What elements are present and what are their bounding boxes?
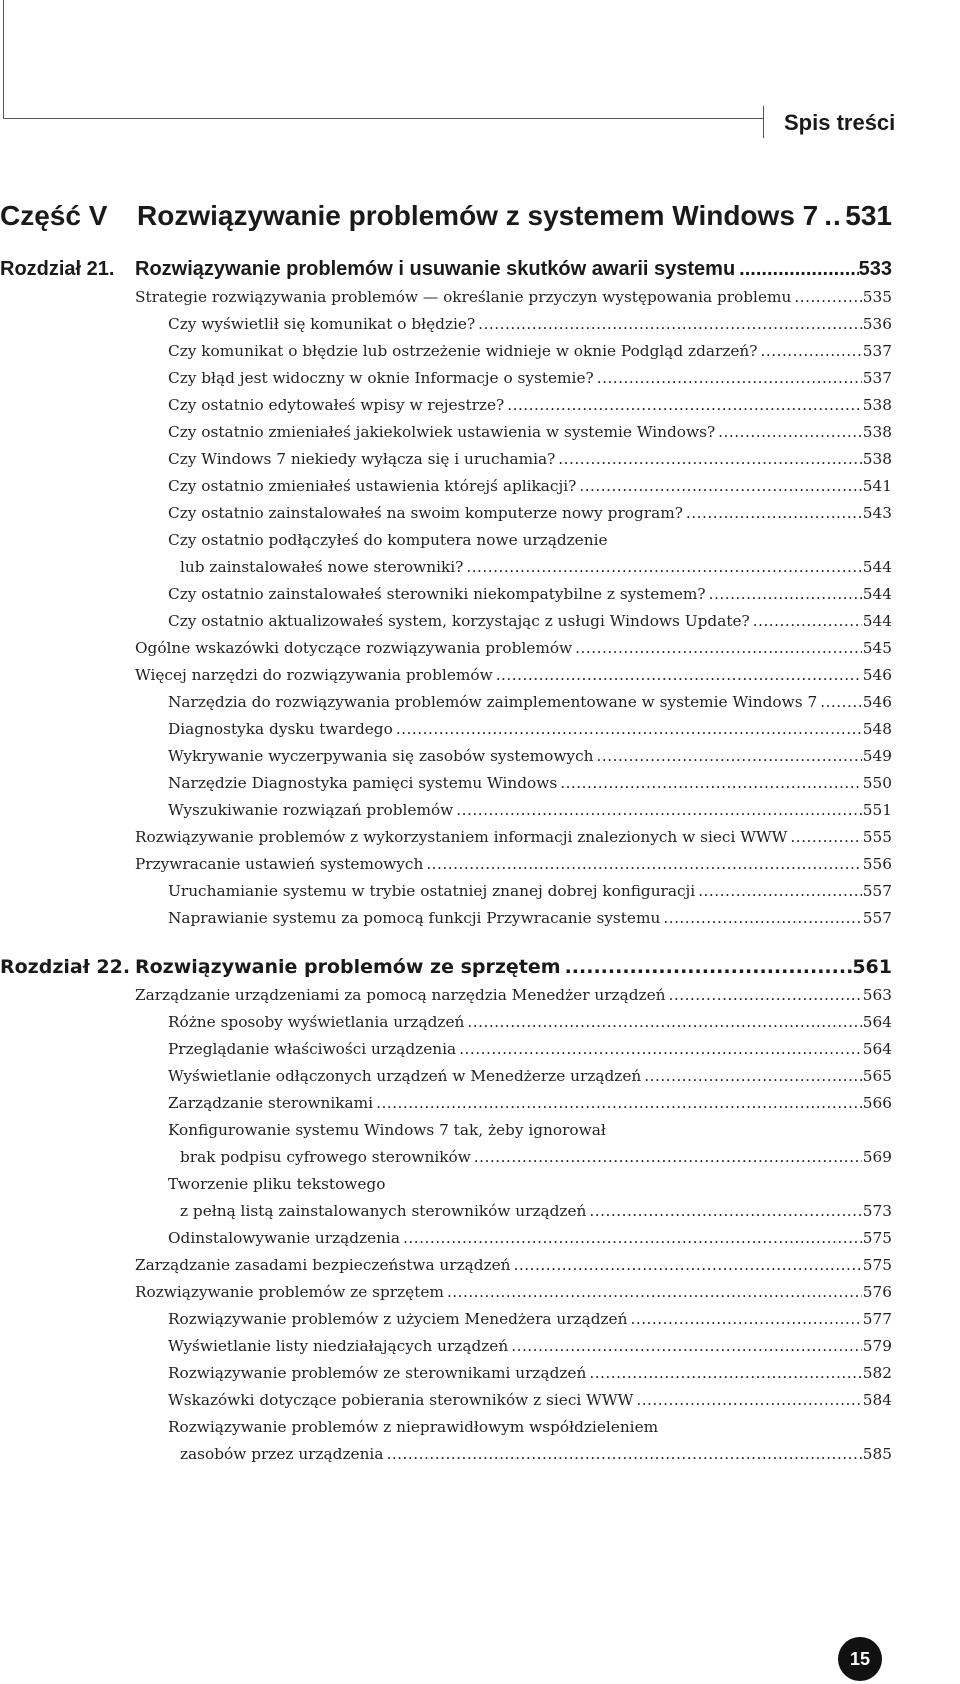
toc-entry-title: Czy Windows 7 niekiedy wyłącza się i uruchamia?	[168, 450, 556, 468]
leader-dots	[576, 477, 861, 495]
chapter-page: 561	[852, 956, 892, 978]
toc-entry-title: Rozwiązywanie problemów ze sprzętem	[135, 1283, 444, 1301]
toc-entry-page: 557	[862, 882, 892, 900]
toc-entry-title: Wykrywanie wyczerpywania się zasobów systemowych	[168, 747, 594, 765]
toc-entry[interactable]	[0, 1013, 892, 1040]
leader-dots	[471, 1148, 862, 1166]
toc-entry-page: 538	[862, 396, 892, 414]
toc-entry-title: Rozwiązywanie problemów z nieprawidłowym współdzieleniem	[168, 1418, 659, 1436]
toc-entry-title: Więcej narzędzi do rozwiązywania problemów	[135, 666, 493, 684]
leader-dots	[464, 1013, 861, 1031]
leader-dots	[456, 1040, 862, 1058]
leader-dots	[627, 1310, 861, 1328]
toc-entry[interactable]	[0, 855, 892, 882]
toc-entry-page: 544	[862, 612, 892, 630]
toc-entry[interactable]	[0, 801, 892, 828]
leader-dots	[423, 855, 861, 873]
toc-entry[interactable]	[0, 558, 892, 585]
chapter-page: 533	[858, 258, 892, 280]
toc-entry[interactable]	[0, 585, 892, 612]
toc-entry[interactable]	[0, 1418, 892, 1445]
toc-entry-page: 549	[862, 747, 892, 765]
leader-dots	[594, 369, 862, 387]
page-number-badge: 15	[838, 1637, 882, 1681]
toc-entry-title: Rozwiązywanie problemów z użyciem Menedżera urządzeń	[168, 1310, 628, 1328]
toc-entry[interactable]	[0, 315, 892, 342]
part-heading	[0, 200, 892, 232]
toc-entry-title: Czy ostatnio aktualizowałeś system, korzystając z usługi Windows Update?	[168, 612, 750, 630]
toc-entry[interactable]	[0, 1283, 892, 1310]
toc-entry[interactable]	[0, 1202, 892, 1229]
toc-entry[interactable]	[0, 639, 892, 666]
toc-entry-page: 566	[862, 1094, 892, 1112]
toc-entry-title: Czy wyświetlił się komunikat o błędzie?	[168, 315, 476, 333]
toc-entry-title: Narzędzia do rozwiązywania problemów zaimplementowane w systemie Windows 7	[168, 693, 818, 711]
page-frame-left	[3, 0, 4, 119]
toc-entry[interactable]	[0, 477, 892, 504]
toc-entry-page: 548	[862, 720, 892, 738]
leader-dots	[373, 1094, 862, 1112]
leader-dots	[817, 693, 862, 711]
toc-entry-title: Czy ostatnio zmieniałeś ustawienia którejś aplikacji?	[168, 477, 577, 495]
page-frame-rule	[3, 118, 763, 119]
leader-dots	[393, 720, 862, 738]
toc-entry-page: 550	[862, 774, 892, 792]
toc-entry[interactable]	[0, 774, 892, 801]
table-of-contents	[0, 258, 892, 1472]
leader-dots	[735, 258, 858, 281]
toc-entry-title: Narzędzie Diagnostyka pamięci systemu Windows	[168, 774, 558, 792]
toc-entry-page: 563	[862, 986, 892, 1004]
toc-entry-title: brak podpisu cyfrowego sterowników	[180, 1148, 471, 1166]
leader-dots	[504, 396, 862, 414]
chapter-heading[interactable]	[0, 258, 892, 288]
toc-entry[interactable]	[0, 288, 892, 315]
leader-dots	[493, 666, 862, 684]
running-head: Spis treści	[784, 110, 896, 135]
toc-entry[interactable]	[0, 909, 892, 936]
leader-dots	[557, 774, 862, 792]
toc-entry-page: 584	[862, 1391, 892, 1409]
toc-entry-title: Przywracanie ustawień systemowych	[135, 855, 424, 873]
toc-entry[interactable]	[0, 1229, 892, 1256]
toc-entry[interactable]	[0, 1067, 892, 1094]
toc-entry-title: Czy ostatnio edytowałeś wpisy w rejestrze?	[168, 396, 505, 414]
toc-entry[interactable]	[0, 747, 892, 774]
toc-entry-title: Wyświetlanie listy niedziałających urządzeń	[168, 1337, 509, 1355]
leader-dots	[695, 882, 862, 900]
leader-dots	[572, 639, 862, 657]
leader-dots	[660, 909, 861, 927]
toc-entry-title: Rozwiązywanie problemów ze sterownikami urządzeń	[168, 1364, 587, 1382]
toc-entry-title: z pełną listą zainstalowanych sterowników urządzeń	[180, 1202, 587, 1220]
leader-dots	[791, 288, 861, 306]
chapter-title: Rozwiązywanie problemów ze sprzętem	[135, 956, 561, 978]
toc-entry[interactable]	[0, 1337, 892, 1364]
leader-dots	[633, 1391, 861, 1409]
chapter-title: Rozwiązywanie problemów i usuwanie skutków awarii systemu	[135, 258, 736, 280]
toc-entry-page: 541	[862, 477, 892, 495]
toc-entry-title: Naprawianie systemu za pomocą funkcji Przywracanie systemu	[168, 909, 661, 927]
toc-entry-title: zasobów przez urządzenia	[180, 1445, 384, 1463]
toc-entry-title: Wyszukiwanie rozwiązań problemów	[168, 801, 454, 819]
leader-dots	[641, 1067, 862, 1085]
toc-entry[interactable]	[0, 1121, 892, 1148]
toc-entry[interactable]	[0, 828, 892, 855]
toc-entry[interactable]	[0, 1364, 892, 1391]
toc-entry-title: Konfigurowanie systemu Windows 7 tak, żeby ignorował	[168, 1121, 606, 1139]
leader-dots	[787, 828, 861, 846]
chapter-heading[interactable]	[0, 956, 892, 986]
leader-dots	[475, 315, 862, 333]
leader-dots	[818, 200, 843, 232]
toc-entry[interactable]	[0, 369, 892, 396]
toc-entry-page: 544	[862, 585, 892, 603]
toc-entry-page: 543	[862, 504, 892, 522]
part-label: Część V	[0, 200, 108, 231]
toc-entry[interactable]	[0, 986, 892, 1013]
toc-entry-page: 535	[862, 288, 892, 306]
toc-entry[interactable]	[0, 720, 892, 747]
toc-entry-page: 575	[862, 1229, 892, 1247]
toc-entry-page: 564	[862, 1013, 892, 1031]
leader-dots	[383, 1445, 861, 1463]
toc-entry-page: 577	[862, 1310, 892, 1328]
toc-entry-page: 555	[862, 828, 892, 846]
toc-entry-title: Diagnostyka dysku twardego	[168, 720, 393, 738]
toc-entry[interactable]	[0, 1148, 892, 1175]
toc-entry-title: Strategie rozwiązywania problemów — określanie przyczyn występowania problemu	[135, 288, 792, 306]
toc-entry-page: 565	[862, 1067, 892, 1085]
toc-entry[interactable]	[0, 882, 892, 909]
leader-dots	[586, 1202, 861, 1220]
leader-dots	[511, 1256, 862, 1274]
toc-entry-page: 582	[862, 1364, 892, 1382]
toc-entry-page: 573	[862, 1202, 892, 1220]
part-page: 531	[845, 200, 892, 231]
toc-entry-page: 538	[862, 423, 892, 441]
toc-entry-title: lub zainstalowałeś nowe sterowniki?	[180, 558, 464, 576]
toc-entry[interactable]	[0, 1040, 892, 1067]
toc-entry-title: Zarządzanie urządzeniami za pomocą narzędzia Menedżer urządzeń	[135, 986, 666, 1004]
toc-entry[interactable]	[0, 1391, 892, 1418]
toc-entry-page: 546	[862, 666, 892, 684]
leader-dots	[508, 1337, 862, 1355]
toc-entry-title: Czy błąd jest widoczny w oknie Informacje o systemie?	[168, 369, 594, 387]
toc-entry-title: Ogólne wskazówki dotyczące rozwiązywania problemów	[135, 639, 573, 657]
toc-entry[interactable]	[0, 1256, 892, 1283]
leader-dots	[594, 747, 862, 765]
toc-entry-title: Wskazówki dotyczące pobierania sterowników z sieci WWW	[168, 1391, 634, 1409]
toc-entry-page: 564	[862, 1040, 892, 1058]
toc-entry-page: 569	[862, 1148, 892, 1166]
leader-dots	[586, 1364, 861, 1382]
toc-entry-title: Tworzenie pliku tekstowego	[168, 1175, 386, 1193]
toc-entry[interactable]	[0, 1310, 892, 1337]
leader-dots	[683, 504, 862, 522]
toc-entry-title: Uruchamianie systemu w trybie ostatniej znanej dobrej konfiguracji	[168, 882, 696, 900]
chapter-label: Rozdział 21.	[0, 258, 115, 280]
toc-entry-page: 579	[862, 1337, 892, 1355]
toc-entry-page: 575	[862, 1256, 892, 1274]
toc-entry-page: 551	[862, 801, 892, 819]
toc-entry[interactable]	[0, 342, 892, 369]
toc-entry[interactable]	[0, 693, 892, 720]
toc-entry-page: 556	[862, 855, 892, 873]
leader-dots	[555, 450, 862, 468]
toc-entry[interactable]	[0, 1175, 892, 1202]
leader-dots	[715, 423, 862, 441]
chapter-gap	[0, 936, 892, 956]
toc-entry-page: 546	[862, 693, 892, 711]
toc-entry-title: Czy ostatnio zainstalowałeś na swoim komputerze nowy program?	[168, 504, 683, 522]
toc-entry-page: 545	[862, 639, 892, 657]
toc-entry-title: Przeglądanie właściwości urządzenia	[168, 1040, 457, 1058]
toc-entry-title: Czy ostatnio zainstalowałeś sterowniki niekompatybilne z systemem?	[168, 585, 706, 603]
leader-dots	[665, 986, 861, 1004]
toc-entry[interactable]	[0, 423, 892, 450]
toc-entry-title: Zarządzanie zasadami bezpieczeństwa urządzeń	[135, 1256, 511, 1274]
toc-entry[interactable]	[0, 612, 892, 639]
leader-dots	[444, 1283, 862, 1301]
toc-entry-page: 537	[862, 342, 892, 360]
toc-entry-page: 537	[862, 369, 892, 387]
toc-entry-page: 538	[862, 450, 892, 468]
toc-entry[interactable]	[0, 504, 892, 531]
toc-entry-title: Rozwiązywanie problemów z wykorzystaniem informacji znalezionych w sieci WWW	[135, 828, 788, 846]
part-title: Rozwiązywanie problemów z systemem Windows 7	[137, 200, 819, 231]
page-frame-tick	[763, 106, 764, 138]
toc-entry-title: Czy komunikat o błędzie lub ostrzeżenie widnieje w oknie Podgląd zdarzeń?	[168, 342, 758, 360]
toc-entry-title: Odinstalowywanie urządzenia	[168, 1229, 401, 1247]
leader-dots	[561, 956, 853, 978]
toc-entry[interactable]	[0, 1445, 892, 1472]
toc-entry-page: 557	[862, 909, 892, 927]
leader-dots	[400, 1229, 862, 1247]
toc-entry[interactable]	[0, 666, 892, 693]
toc-entry-title: Czy ostatnio podłączyłeś do komputera nowe urządzenie	[168, 531, 608, 549]
leader-dots	[463, 558, 861, 576]
toc-entry-title: Wyświetlanie odłączonych urządzeń w Menedżerze urządzeń	[168, 1067, 642, 1085]
leader-dots	[750, 612, 862, 630]
toc-entry-title: Zarządzanie sterownikami	[168, 1094, 374, 1112]
toc-entry[interactable]	[0, 1094, 892, 1121]
leader-dots	[453, 801, 862, 819]
toc-entry-page: 544	[862, 558, 892, 576]
toc-entry[interactable]	[0, 396, 892, 423]
leader-dots	[706, 585, 862, 603]
toc-entry-title: Czy ostatnio zmieniałeś jakiekolwiek ustawienia w systemie Windows?	[168, 423, 716, 441]
toc-entry-page: 536	[862, 315, 892, 333]
leader-dots	[758, 342, 862, 360]
toc-entry-page: 576	[862, 1283, 892, 1301]
toc-entry[interactable]	[0, 450, 892, 477]
toc-entry-title: Różne sposoby wyświetlania urządzeń	[168, 1013, 465, 1031]
toc-entry[interactable]	[0, 531, 892, 558]
toc-entry-page: 585	[862, 1445, 892, 1463]
chapter-label: Rozdział 22.	[0, 956, 131, 978]
